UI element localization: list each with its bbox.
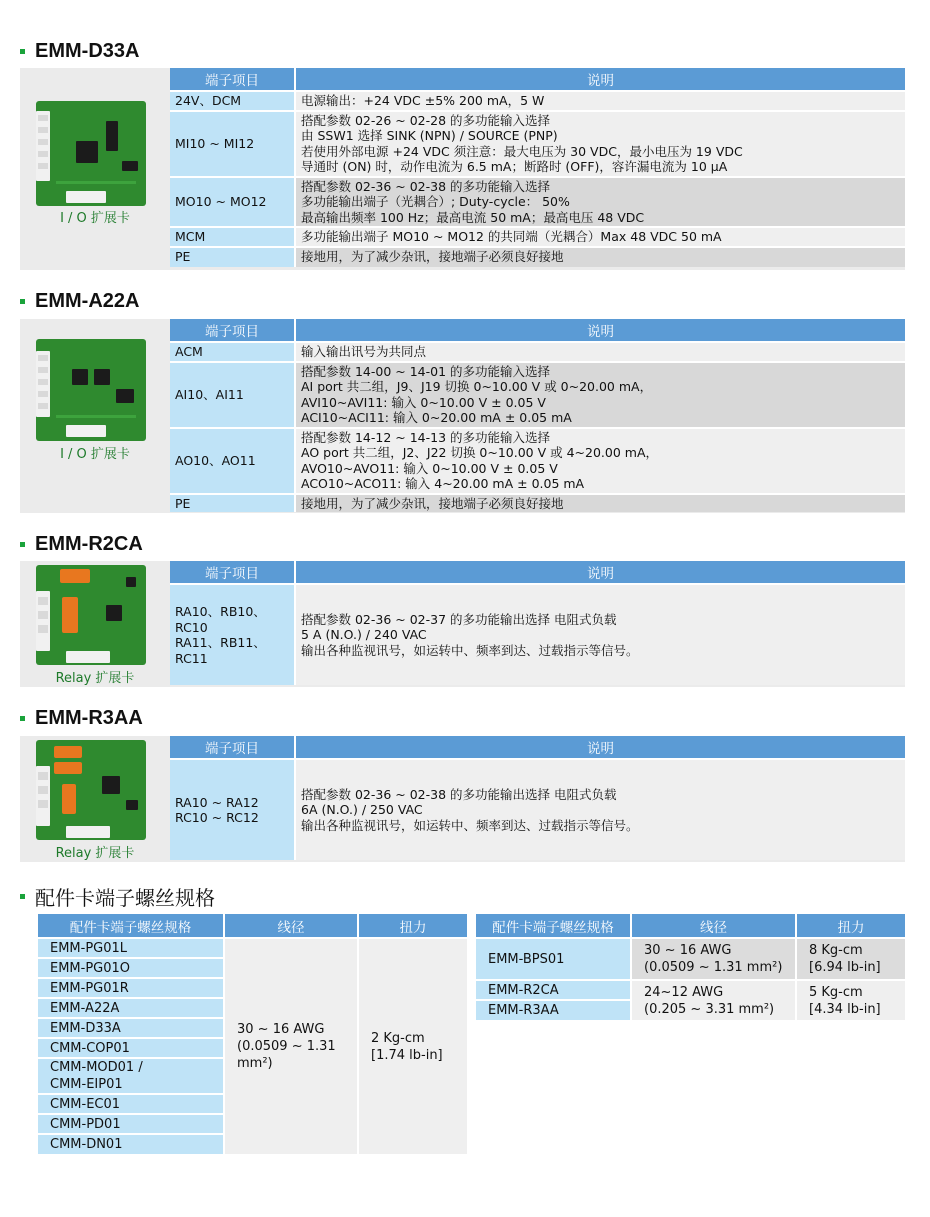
section-title-text: 配件卡端子螺丝规格 bbox=[35, 888, 215, 910]
description-cell: 搭配参数 02-36 ~ 02-37 的多功能输出选择 电阻式负载 5 A (N.O.) / 240 VAC 输出各种监视讯号，如运转中、频率到达、过载指示等信号。 bbox=[295, 584, 905, 685]
table-row bbox=[170, 428, 905, 494]
product-image-area bbox=[20, 561, 170, 687]
table-row bbox=[170, 584, 905, 685]
terminal-spec-table bbox=[170, 736, 905, 860]
table-row bbox=[476, 938, 905, 980]
table-row bbox=[170, 247, 905, 267]
wire-gauge-cell: 24~12 AWG (0.205 ~ 3.31 mm²) bbox=[631, 980, 796, 1020]
product-caption: Relay 扩展卡 bbox=[55, 671, 135, 686]
header-description: 说明 bbox=[295, 736, 905, 759]
description-cell: 搭配参数 02-36 ~ 02-38 的多功能输出选择 电阻式负载 6A (N.O.) / 250 VAC 输出各种监视讯号，如运转中、频率到达、过载指示等信号。 bbox=[295, 759, 905, 860]
bullet-icon bbox=[20, 894, 25, 899]
torque-cell: 2 Kg-cm [1.74 lb-in] bbox=[358, 938, 467, 1154]
description-cell: 搭配参数 14-00 ~ 14-01 的多功能输入选择 AI port 共二组，J9、J19 切换 0~10.00 V 或 0~20.00 mA， AVI10~AVI11: 输入 0~10.00 V ± 0.05 V ACI10~ACI11: 输入 0~20.00 mA ± 0.05 mA bbox=[295, 362, 905, 428]
header-terminal: 端子项目 bbox=[170, 319, 295, 342]
model-cell: CMM-COP01 bbox=[38, 1038, 224, 1058]
torque-cell: 5 Kg-cm [4.34 lb-in] bbox=[796, 980, 905, 1020]
section-title-text: EMM-R2CA bbox=[35, 533, 143, 555]
section-title-screw-spec bbox=[20, 882, 215, 911]
wire-gauge-cell: 30 ~ 16 AWG (0.0509 ~ 1.31 mm²) bbox=[224, 938, 358, 1154]
terminal-spec-table bbox=[170, 319, 905, 512]
terminal-cell: RA10、RB10、 RC10 RA11、RB11、 RC11 bbox=[170, 584, 295, 685]
description-cell: 接地用，为了减少杂讯，接地端子必须良好接地 bbox=[295, 247, 905, 267]
model-cell: EMM-D33A bbox=[38, 1018, 224, 1038]
model-cell: CMM-EC01 bbox=[38, 1094, 224, 1114]
screw-spec-table-left bbox=[38, 914, 467, 1154]
model-cell: CMM-PD01 bbox=[38, 1114, 224, 1134]
description-cell: 搭配参数 02-36 ~ 02-38 的多功能输入选择 多功能输出端子（光耦合）; Duty-cycle： 50% 最高输出频率 100 Hz；最高电流 50 mA；最高电压 48 VDC bbox=[295, 177, 905, 228]
description-cell: 多功能输出端子 MO10 ~ MO12 的共同端（光耦合）Max 48 VDC 50 mA bbox=[295, 227, 905, 247]
header-torque: 扭力 bbox=[358, 914, 467, 938]
description-cell: 搭配参数 02-26 ~ 02-28 的多功能输入选择 由 SSW1 选择 SINK (NPN) / SOURCE (PNP) 若使用外部电源 +24 VDC 须注意：最大电压为 30 VDC，最小电压为 19 VDC 导通时 (ON) 时，动作电流为 6.5 mA；断路时 (OFF)，容许漏电流为 10 μA bbox=[295, 111, 905, 177]
description-cell: 搭配参数 14-12 ~ 14-13 的多功能输入选择 AO port 共二组，J2、J22 切换 0~10.00 V 或 4~20.00 mA， AVO10~AVO11: 输入 0~10.00 V ± 0.05 V ACO10~ACO11: 输入 4~20.00 mA ± 0.05 mA bbox=[295, 428, 905, 494]
card-emm-d33a bbox=[20, 68, 905, 270]
table-row bbox=[38, 938, 467, 958]
card-emm-r3aa bbox=[20, 736, 905, 862]
section-title-emm-a22a bbox=[20, 290, 139, 313]
header-description: 说明 bbox=[295, 68, 905, 91]
relay-card-board-image bbox=[36, 565, 146, 665]
terminal-cell: PE bbox=[170, 247, 295, 267]
terminal-cell: MI10 ~ MI12 bbox=[170, 111, 295, 177]
model-cell: EMM-PG01L bbox=[38, 938, 224, 958]
terminal-cell: ACM bbox=[170, 342, 295, 362]
wire-gauge-cell: 30 ~ 16 AWG (0.0509 ~ 1.31 mm²) bbox=[631, 938, 796, 980]
terminal-cell: RA10 ~ RA12 RC10 ~ RC12 bbox=[170, 759, 295, 860]
bullet-icon bbox=[20, 716, 25, 721]
model-cell: EMM-R3AA bbox=[476, 1000, 631, 1020]
header-description: 说明 bbox=[295, 319, 905, 342]
product-caption: I / O 扩展卡 bbox=[60, 447, 130, 462]
section-title-emm-r2ca bbox=[20, 533, 143, 556]
section-title-emm-d33a bbox=[20, 40, 139, 63]
product-image-area bbox=[20, 736, 170, 862]
section-title-text: EMM-D33A bbox=[35, 40, 140, 62]
torque-cell: 8 Kg-cm [6.94 lb-in] bbox=[796, 938, 905, 980]
table-row bbox=[170, 362, 905, 428]
model-cell: EMM-BPS01 bbox=[476, 938, 631, 980]
io-card-board-image bbox=[36, 101, 146, 206]
section-title-text: EMM-A22A bbox=[35, 290, 140, 312]
terminal-cell: AI10、AI11 bbox=[170, 362, 295, 428]
table-row bbox=[170, 227, 905, 247]
io-card-board-image bbox=[36, 339, 146, 441]
table-row bbox=[170, 177, 905, 228]
header-wire: 线径 bbox=[631, 914, 796, 938]
terminal-cell: PE bbox=[170, 494, 295, 513]
description-cell: 输入输出讯号为共同点 bbox=[295, 342, 905, 362]
description-cell: 接地用，为了减少杂讯，接地端子必须良好接地 bbox=[295, 494, 905, 513]
header-description: 说明 bbox=[295, 561, 905, 584]
bullet-icon bbox=[20, 542, 25, 547]
table-row bbox=[170, 111, 905, 177]
model-cell: EMM-A22A bbox=[38, 998, 224, 1018]
model-cell: CMM-DN01 bbox=[38, 1134, 224, 1154]
header-terminal: 端子项目 bbox=[170, 561, 295, 584]
bullet-icon bbox=[20, 299, 25, 304]
table-row bbox=[170, 342, 905, 362]
table-row bbox=[170, 759, 905, 860]
section-title-emm-r3aa bbox=[20, 707, 143, 730]
product-caption: Relay 扩展卡 bbox=[55, 846, 135, 861]
relay-card-board-image bbox=[36, 740, 146, 840]
card-emm-r2ca bbox=[20, 561, 905, 687]
header-wire: 线径 bbox=[224, 914, 358, 938]
product-image-area bbox=[20, 68, 170, 270]
header-model: 配件卡端子螺丝规格 bbox=[38, 914, 224, 938]
header-terminal: 端子项目 bbox=[170, 68, 295, 91]
screw-spec-table-right bbox=[476, 914, 905, 1020]
product-caption: I / O 扩展卡 bbox=[60, 211, 130, 226]
header-terminal: 端子项目 bbox=[170, 736, 295, 759]
terminal-cell: MO10 ~ MO12 bbox=[170, 177, 295, 228]
model-cell: EMM-R2CA bbox=[476, 980, 631, 1000]
card-emm-a22a bbox=[20, 319, 905, 513]
header-model: 配件卡端子螺丝规格 bbox=[476, 914, 631, 938]
section-title-text: EMM-R3AA bbox=[35, 707, 143, 729]
bullet-icon bbox=[20, 49, 25, 54]
terminal-cell: MCM bbox=[170, 227, 295, 247]
description-cell: 电源输出：+24 VDC ±5% 200 mA，5 W bbox=[295, 91, 905, 111]
terminal-spec-table bbox=[170, 561, 905, 685]
header-torque: 扭力 bbox=[796, 914, 905, 938]
terminal-spec-table bbox=[170, 68, 905, 267]
model-cell: CMM-MOD01 / CMM-EIP01 bbox=[38, 1058, 224, 1094]
model-cell: EMM-PG01O bbox=[38, 958, 224, 978]
terminal-cell: 24V、DCM bbox=[170, 91, 295, 111]
table-row bbox=[170, 494, 905, 513]
product-image-area bbox=[20, 319, 170, 513]
terminal-cell: AO10、AO11 bbox=[170, 428, 295, 494]
table-row bbox=[170, 91, 905, 111]
table-row bbox=[476, 980, 905, 1000]
model-cell: EMM-PG01R bbox=[38, 978, 224, 998]
